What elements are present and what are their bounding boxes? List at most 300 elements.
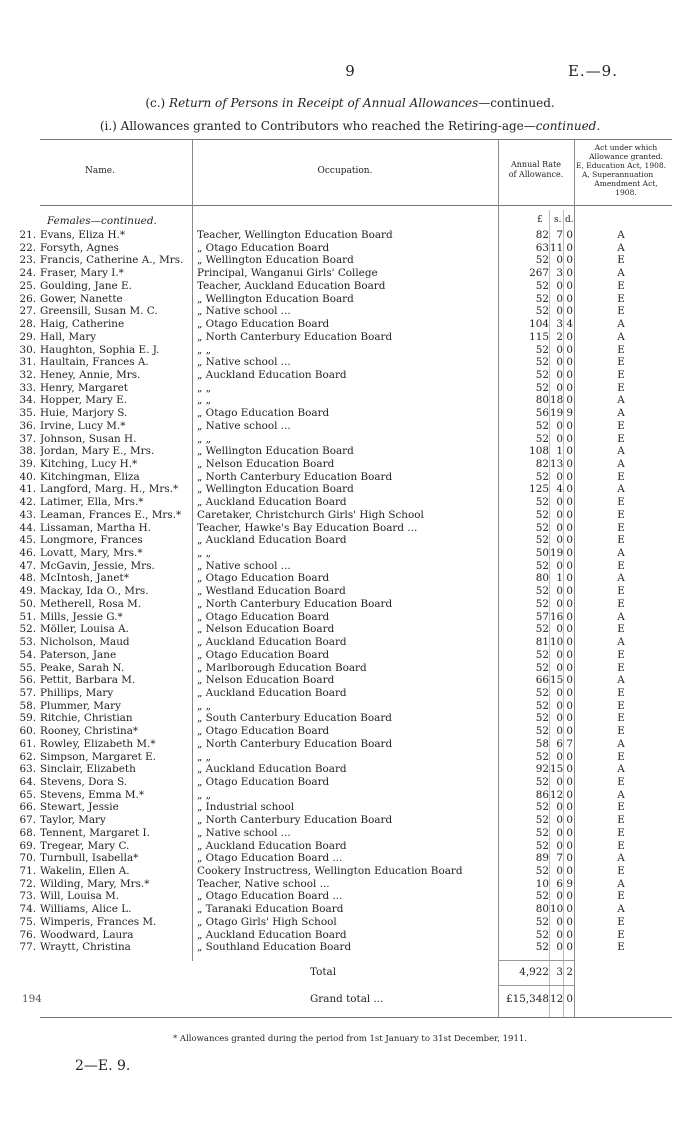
header-act: [576, 143, 676, 197]
row-name: Hopper, Mary E.: [40, 394, 128, 407]
row-pounds: 52: [535, 826, 549, 839]
row-shillings: 19: [550, 547, 564, 559]
row-name: Tregear, Mary C.: [40, 839, 130, 852]
row-pence: 0: [566, 241, 573, 254]
row-act: A: [617, 674, 625, 687]
row-shillings: 0: [556, 356, 563, 369]
row-occupation: „ Auckland Education Board: [197, 636, 347, 648]
row-name: Turnbull, Isabella*: [40, 852, 139, 865]
row-shillings: 16: [550, 610, 564, 623]
row-pounds: 52: [535, 432, 549, 445]
row-shillings: 6: [556, 737, 563, 750]
header-act-line4: A, Superannuation: [582, 170, 654, 179]
row-number: 66.: [19, 801, 36, 814]
row-shillings: 0: [556, 508, 563, 521]
row-number: 38.: [19, 445, 36, 458]
row-pence: 0: [566, 458, 573, 470]
row-pence: 0: [566, 750, 573, 763]
row-name: Kitchingman, Eliza: [40, 470, 140, 483]
row-shillings: 0: [556, 712, 563, 725]
header-occupation: Occupation.: [317, 166, 373, 176]
row-act: A: [617, 483, 625, 496]
row-occupation: „ „: [197, 432, 212, 445]
rate-column-divider: [574, 139, 575, 1017]
row-shillings: 10: [550, 636, 564, 648]
row-occupation: „ Otago Education Board: [197, 241, 330, 254]
row-number: 39.: [19, 458, 36, 470]
row-act: E: [617, 305, 625, 318]
row-pounds: 81: [535, 636, 549, 648]
row-number: 30.: [19, 343, 36, 356]
row-act: E: [617, 686, 625, 699]
row-name: Forsyth, Agnes: [40, 241, 119, 254]
row-act: A: [617, 318, 625, 330]
row-shillings: 4: [556, 483, 563, 496]
row-shillings: 3: [556, 267, 563, 280]
row-occupation: Teacher, Wellington Education Board: [197, 229, 393, 241]
row-pence: 0: [566, 356, 573, 369]
row-number: 54.: [19, 648, 36, 661]
row-pence: 0: [566, 597, 573, 610]
row-occupation: „ „: [197, 343, 212, 356]
row-name: Williams, Alice L.: [40, 903, 132, 916]
row-name: Simpson, Margaret E.: [40, 750, 156, 763]
row-number: 73.: [19, 890, 36, 903]
row-number: 70.: [19, 852, 36, 865]
row-act: E: [617, 890, 625, 903]
row-act: E: [617, 292, 625, 305]
row-pence: 0: [566, 292, 573, 305]
row-name: McGavin, Jessie, Mrs.: [40, 559, 155, 572]
row-pounds: 80: [535, 903, 549, 916]
row-pence: 0: [566, 686, 573, 699]
row-act: E: [617, 534, 625, 547]
row-number: 55.: [19, 661, 36, 674]
row-number: 51.: [19, 610, 36, 623]
row-pence: 0: [566, 661, 573, 674]
row-shillings: 12: [550, 788, 564, 801]
row-occupation: „ Westland Education Board: [197, 585, 346, 598]
row-pence: 0: [566, 725, 573, 738]
row-pence: 0: [566, 483, 573, 496]
row-name: Gower, Nanette: [40, 292, 123, 305]
row-number: 64.: [19, 776, 36, 788]
row-occupation: Caretaker, Christchurch Girls' High School: [197, 508, 424, 521]
row-pence: 0: [566, 699, 573, 712]
row-occupation: „ Auckland Education Board: [197, 686, 347, 699]
row-pounds: 52: [535, 356, 549, 369]
row-occupation: „ „: [197, 699, 212, 712]
row-number: 49.: [19, 585, 36, 598]
row-name: Nicholson, Maud: [40, 636, 130, 648]
row-act: E: [617, 496, 625, 509]
row-pounds: 52: [535, 915, 549, 928]
row-act: E: [617, 725, 625, 738]
row-pence: 0: [566, 445, 573, 458]
row-pence: 0: [566, 623, 573, 636]
row-occupation: „ Nelson Education Board: [197, 458, 335, 470]
row-name: Wilding, Mary, Mrs.*: [40, 877, 150, 890]
row-act: E: [617, 470, 625, 483]
row-shillings: 0: [556, 839, 563, 852]
row-act: E: [617, 839, 625, 852]
row-shillings: 15: [550, 763, 564, 776]
header-act-line5: Amendment Act,: [594, 179, 658, 188]
row-occupation: „ Wellington Education Board: [197, 483, 354, 496]
row-shillings: 0: [556, 915, 563, 928]
row-shillings: 0: [556, 279, 563, 292]
row-act: E: [617, 915, 625, 928]
row-name: Metherell, Rosa M.: [40, 597, 142, 610]
row-shillings: 0: [556, 419, 563, 432]
row-shillings: 0: [556, 305, 563, 318]
row-act: E: [617, 597, 625, 610]
row-act: E: [617, 585, 625, 598]
row-pounds: 52: [535, 776, 549, 788]
row-pounds: 82: [535, 458, 549, 470]
row-pounds: 56: [535, 407, 549, 420]
row-pounds: 52: [535, 470, 549, 483]
row-act: A: [617, 737, 625, 750]
row-pence: 0: [566, 814, 573, 827]
row-act: A: [617, 394, 625, 407]
row-pence: 9: [566, 407, 573, 420]
row-pence: 0: [566, 496, 573, 509]
row-number: 48.: [19, 572, 36, 585]
row-pounds: 52: [535, 648, 549, 661]
row-name: Hall, Mary: [40, 330, 97, 343]
row-number: 74.: [19, 903, 36, 916]
row-name: Phillips, Mary: [40, 686, 114, 699]
row-act: E: [617, 750, 625, 763]
header-rate-line1: Annual Rate: [510, 160, 562, 169]
row-shillings: 13: [550, 458, 564, 470]
row-name: Paterson, Jane: [40, 648, 117, 661]
row-pence: 0: [566, 394, 573, 407]
currency-pounds: £: [537, 215, 543, 225]
row-occupation: „ South Canterbury Education Board: [197, 712, 392, 725]
row-shillings: 0: [556, 368, 563, 381]
row-act: E: [617, 559, 625, 572]
row-occupation: „ Otago Education Board: [197, 776, 330, 788]
row-act: E: [617, 381, 625, 394]
grand-total-shillings: 12: [550, 993, 564, 1005]
row-pence: 0: [566, 229, 573, 241]
header-act-line2: Allowance granted.: [589, 152, 663, 161]
row-occupation: „ North Canterbury Education Board: [197, 470, 393, 483]
row-pounds: 52: [535, 508, 549, 521]
row-shillings: 0: [556, 648, 563, 661]
header-bottom-rule: [40, 205, 672, 206]
row-pounds: 10: [535, 877, 549, 890]
row-number: 29.: [19, 330, 36, 343]
row-name: Rowley, Elizabeth M.*: [40, 737, 156, 750]
row-pounds: 57: [535, 610, 549, 623]
row-act: E: [617, 699, 625, 712]
row-shillings: 0: [556, 597, 563, 610]
row-pounds: 50: [535, 547, 549, 559]
row-shillings: 15: [550, 674, 564, 687]
row-shillings: 7: [556, 852, 563, 865]
row-act: E: [617, 521, 625, 534]
row-number: 63.: [19, 763, 36, 776]
row-act: E: [617, 928, 625, 941]
row-number: 77.: [19, 941, 36, 954]
row-pounds: 52: [535, 534, 549, 547]
row-number: 53.: [19, 636, 36, 648]
row-occupation: „ Auckland Education Board: [197, 928, 347, 941]
row-pence: 0: [566, 585, 573, 598]
row-occupation: „ Native school ...: [197, 356, 291, 369]
row-occupation: „ Wellington Education Board: [197, 292, 354, 305]
row-number: 22.: [19, 241, 36, 254]
row-name: Tennent, Margaret I.: [40, 826, 150, 839]
row-name: Fraser, Mary I.*: [40, 267, 124, 280]
row-pounds: 89: [535, 852, 549, 865]
row-name: Huie, Marjory S.: [40, 407, 128, 420]
row-number: 57.: [19, 686, 36, 699]
row-pounds: 52: [535, 699, 549, 712]
occupation-column-divider: [498, 139, 499, 1017]
row-shillings: 0: [556, 585, 563, 598]
row-shillings: 0: [556, 292, 563, 305]
row-act: A: [617, 763, 625, 776]
row-act: A: [617, 852, 625, 865]
subsection-title-italic: continued.: [535, 119, 601, 133]
row-pence: 0: [566, 928, 573, 941]
row-pounds: 52: [535, 381, 549, 394]
row-act: E: [617, 623, 625, 636]
row-shillings: 2: [556, 330, 563, 343]
row-occupation: „ Industrial school: [197, 801, 295, 814]
row-pence: 0: [566, 610, 573, 623]
row-pence: 0: [566, 330, 573, 343]
row-pounds: 267: [529, 267, 549, 280]
row-name: Taylor, Mary: [40, 814, 106, 827]
row-number: 65.: [19, 788, 36, 801]
row-name: Jordan, Mary E., Mrs.: [40, 445, 155, 458]
row-occupation: „ North Canterbury Education Board: [197, 330, 393, 343]
row-occupation: „ Nelson Education Board: [197, 623, 335, 636]
row-number: 72.: [19, 877, 36, 890]
row-occupation: „ Native school ...: [197, 419, 291, 432]
currency-pence: d.: [565, 215, 574, 225]
row-number: 69.: [19, 839, 36, 852]
row-pence: 0: [566, 890, 573, 903]
row-act: E: [617, 661, 625, 674]
total-rule: [498, 960, 574, 961]
row-pounds: 52: [535, 725, 549, 738]
row-shillings: 0: [556, 699, 563, 712]
row-pounds: 52: [535, 419, 549, 432]
row-name: Leaman, Frances E., Mrs.*: [40, 508, 182, 521]
row-pence: 0: [566, 636, 573, 648]
row-act: E: [617, 826, 625, 839]
row-pence: 0: [566, 305, 573, 318]
row-occupation: „ Otago Education Board: [197, 572, 330, 585]
row-pence: 0: [566, 470, 573, 483]
row-pounds: 52: [535, 712, 549, 725]
row-act: A: [617, 458, 625, 470]
row-occupation: „ Otago Education Board ...: [197, 852, 343, 865]
row-pence: 0: [566, 343, 573, 356]
row-pence: 9: [566, 877, 573, 890]
row-act: E: [617, 419, 625, 432]
section-title-prefix: (c.): [145, 96, 166, 110]
section-title-suffix: —continued.: [478, 96, 555, 110]
row-shillings: 0: [556, 521, 563, 534]
row-name: Lovatt, Mary, Mrs.*: [40, 547, 143, 559]
row-pounds: 108: [529, 445, 549, 458]
row-name: Peake, Sarah N.: [40, 661, 125, 674]
row-act: E: [617, 254, 625, 267]
row-pounds: 58: [535, 737, 549, 750]
row-pounds: 52: [535, 928, 549, 941]
table-top-rule: [40, 139, 672, 140]
subsection-title: [0, 119, 700, 133]
row-name: Kitching, Lucy H.*: [40, 458, 138, 470]
row-act: E: [617, 814, 625, 827]
row-name: Henry, Margaret: [40, 381, 128, 394]
row-shillings: 0: [556, 559, 563, 572]
row-act: E: [617, 508, 625, 521]
row-occupation: „ Southland Education Board: [197, 941, 352, 954]
row-shillings: 0: [556, 534, 563, 547]
row-shillings: 6: [556, 877, 563, 890]
row-shillings: 0: [556, 381, 563, 394]
header-act-line1: Act under which: [594, 143, 658, 152]
row-name: Mackay, Ida O., Mrs.: [40, 585, 149, 598]
row-pounds: 52: [535, 686, 549, 699]
row-number: 75.: [19, 915, 36, 928]
row-name: Will, Louisa M.: [40, 890, 120, 903]
row-name: Haig, Catherine: [40, 318, 125, 330]
row-number: 33.: [19, 381, 36, 394]
row-number: 60.: [19, 725, 36, 738]
row-act: A: [617, 636, 625, 648]
row-shillings: 0: [556, 890, 563, 903]
row-shillings: 18: [550, 394, 564, 407]
row-pounds: 63: [535, 241, 549, 254]
row-name: Stevens, Dora S.: [40, 776, 128, 788]
total-shillings: 3: [556, 966, 563, 978]
bottom-page-code: 2—E. 9.: [75, 1058, 131, 1074]
row-pounds: 80: [535, 394, 549, 407]
row-number: 23.: [19, 254, 36, 267]
row-number: 67.: [19, 814, 36, 827]
row-pounds: 125: [529, 483, 549, 496]
row-shillings: 7: [556, 229, 563, 241]
row-shillings: 0: [556, 928, 563, 941]
row-pounds: 66: [535, 674, 549, 687]
row-pounds: 52: [535, 941, 549, 954]
row-act: A: [617, 903, 625, 916]
row-number: 62.: [19, 750, 36, 763]
row-name: McIntosh, Janet*: [40, 572, 129, 585]
row-pence: 0: [566, 381, 573, 394]
page-code: E.—9.: [567, 62, 618, 80]
row-occupation: „ „: [197, 381, 212, 394]
row-pence: 0: [566, 279, 573, 292]
row-occupation: „ „: [197, 547, 212, 559]
row-pence: 0: [566, 776, 573, 788]
row-pence: 0: [566, 839, 573, 852]
row-pounds: 52: [535, 814, 549, 827]
row-name: Rooney, Christina*: [40, 725, 139, 738]
row-act: A: [617, 229, 625, 241]
section-label: Females—continued.: [47, 215, 157, 227]
row-shillings: 0: [556, 725, 563, 738]
row-number: 21.: [19, 229, 36, 241]
row-pounds: 52: [535, 585, 549, 598]
row-shillings: 0: [556, 941, 563, 954]
row-name: Francis, Catherine A., Mrs.: [40, 254, 184, 267]
row-act: A: [617, 407, 625, 420]
row-occupation: „ Otago Education Board: [197, 648, 330, 661]
row-occupation: Cookery Instructress, Wellington Education Board: [197, 865, 463, 877]
row-pounds: 86: [535, 788, 549, 801]
row-occupation: „ Native school ...: [197, 305, 291, 318]
row-name: Wraytt, Christina: [40, 941, 131, 954]
row-pounds: 52: [535, 750, 549, 763]
row-number: 42.: [19, 496, 36, 509]
row-pounds: 52: [535, 597, 549, 610]
row-name: Longmore, Frances: [40, 534, 143, 547]
row-pence: 0: [566, 865, 573, 877]
row-pounds: 52: [535, 623, 549, 636]
row-act: A: [617, 788, 625, 801]
subsection-title-main: (i.) Allowances granted to Contributors who reached the Retiring-age—: [99, 119, 536, 133]
row-shillings: 0: [556, 470, 563, 483]
row-occupation: „ Auckland Education Board: [197, 496, 347, 509]
row-number: 32.: [19, 368, 36, 381]
row-occupation: „ Marlborough Education Board: [197, 661, 367, 674]
row-number: 58.: [19, 699, 36, 712]
row-act: E: [617, 432, 625, 445]
row-act: E: [617, 343, 625, 356]
row-pounds: 52: [535, 521, 549, 534]
row-act: E: [617, 801, 625, 814]
row-occupation: „ Otago Education Board: [197, 318, 330, 330]
row-name: Latimer, Ella, Mrs.*: [40, 496, 144, 509]
row-pence: 0: [566, 521, 573, 534]
row-number: 36.: [19, 419, 36, 432]
row-pounds: 104: [529, 318, 549, 330]
row-shillings: 1: [556, 572, 563, 585]
header-rate: [498, 160, 574, 180]
row-pence: 7: [566, 737, 573, 750]
row-pounds: 52: [535, 559, 549, 572]
row-pounds: 92: [535, 763, 549, 776]
row-number: 44.: [19, 521, 36, 534]
grand-total-prefix: 194: [22, 993, 42, 1005]
row-shillings: 0: [556, 814, 563, 827]
row-pounds: 52: [535, 292, 549, 305]
row-occupation: „ Otago Education Board: [197, 610, 330, 623]
row-shillings: 3: [556, 318, 563, 330]
row-name: Wakelin, Ellen A.: [40, 865, 130, 877]
row-occupation: „ Auckland Education Board: [197, 368, 347, 381]
row-pence: 0: [566, 826, 573, 839]
row-pence: 0: [566, 419, 573, 432]
row-pence: 0: [566, 763, 573, 776]
row-number: 56.: [19, 674, 36, 687]
row-pence: 0: [566, 368, 573, 381]
row-occupation: „ Otago Education Board ...: [197, 890, 343, 903]
row-pence: 0: [566, 534, 573, 547]
row-occupation: „ North Canterbury Education Board: [197, 814, 393, 827]
row-act: A: [617, 610, 625, 623]
